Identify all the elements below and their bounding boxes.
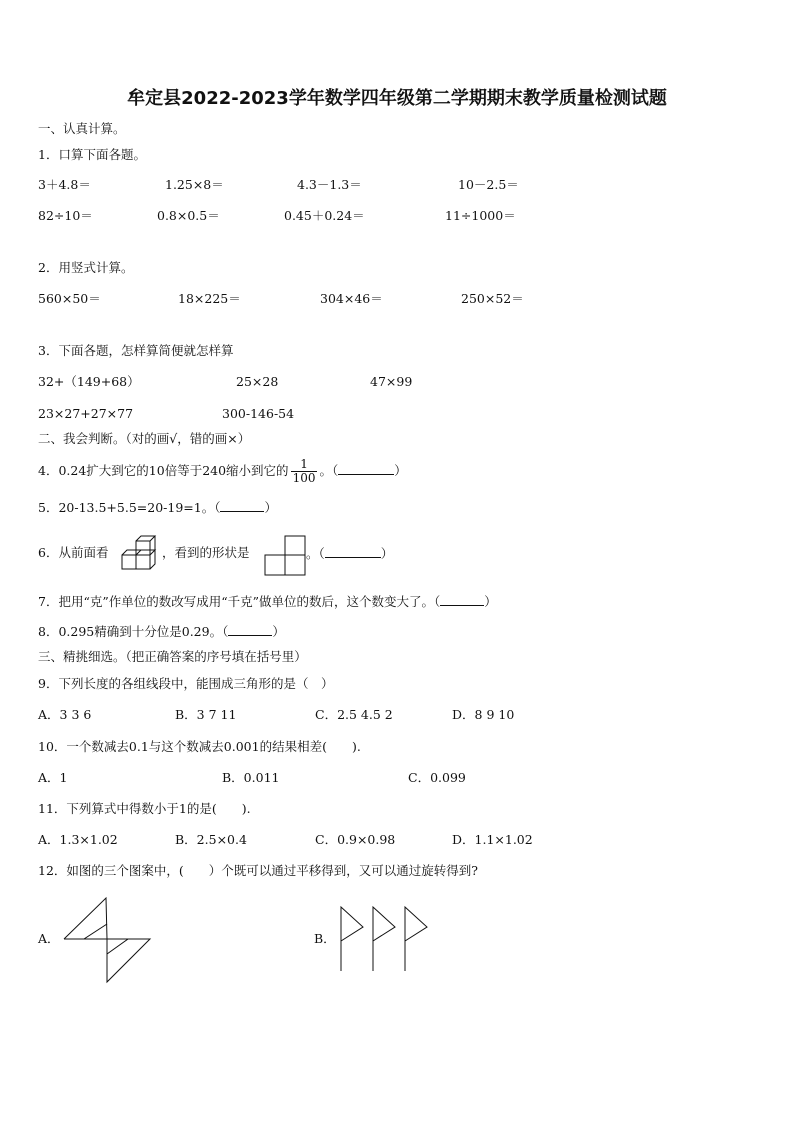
option-a[interactable]: A．1 (38, 770, 68, 785)
q8 (38, 623, 285, 640)
q5-close: ） (264, 500, 277, 515)
answer-blank[interactable] (325, 545, 381, 558)
q3-item: 23×27+27×77 (38, 406, 134, 421)
q1-item: 82÷10＝ (38, 208, 93, 223)
fraction-denominator: 100 (292, 471, 316, 485)
q3-label: 3．下面各题，怎样算简便就怎样算 (38, 343, 234, 358)
fraction-numerator: 1 (291, 458, 318, 472)
q2-item: 304×46＝ (320, 291, 383, 306)
q1-item: 1.25×8＝ (165, 177, 224, 192)
q2-label: 2．用竖式计算。 (38, 260, 134, 275)
page-title: 牟定县2022-2023学年数学四年级第二学期期末教学质量检测试题 (127, 88, 667, 109)
q3-item: 25×28 (236, 374, 279, 389)
option-a[interactable]: A．3 3 6 (38, 707, 92, 722)
q1-label: 1．口算下面各题。 (38, 147, 146, 162)
flags-figure (337, 905, 433, 973)
q2-item: 560×50＝ (38, 291, 101, 306)
q6-pre: 6．从前面看 (38, 545, 109, 560)
q5-text: 5．20-13.5+5.5=20-19=1。（ (38, 500, 221, 515)
q3-item: 47×99 (370, 374, 413, 389)
option-b[interactable]: B． (314, 931, 336, 946)
q2-item: 250×52＝ (461, 291, 524, 306)
section2-heading: 二、我会判断。（对的画√，错的画×） (38, 431, 251, 446)
q4-close: ） (394, 463, 407, 478)
fraction (291, 458, 318, 485)
option-d[interactable]: D．1.1×1.02 (452, 832, 533, 847)
q6-mid: ，看到的形状是 (162, 545, 250, 560)
q1-item: 0.45＋0.24＝ (284, 208, 365, 223)
q6-tail-wrap (306, 545, 393, 562)
answer-blank[interactable] (220, 499, 264, 512)
option-a[interactable]: A． (38, 931, 60, 946)
q7-close: ） (484, 594, 497, 609)
q8-close: ） (272, 624, 285, 639)
answer-blank[interactable] (338, 462, 394, 475)
q1-item: 11÷1000＝ (445, 208, 516, 223)
q3-item: 300-146-54 (222, 406, 295, 421)
q6-close: ） (380, 546, 394, 561)
pinwheel-figure (62, 896, 152, 984)
q1-item: 0.8×0.5＝ (157, 208, 220, 223)
q11-text: 11．下列算式中得数小于1的是( ). (38, 801, 251, 816)
option-b[interactable]: B．3 7 11 (175, 707, 237, 722)
option-b[interactable]: B．0.011 (222, 770, 280, 785)
q5 (38, 499, 277, 516)
q12-text: 12．如图的三个图案中，( ）个既可以通过平移得到，又可以通过旋转得到? (38, 863, 478, 878)
q1-item: 10－2.5＝ (458, 177, 519, 192)
q9-text: 9．下列长度的各组线段中，能围成三角形的是（ ） (38, 676, 334, 691)
q7 (38, 593, 497, 610)
option-c[interactable]: C．0.099 (408, 770, 466, 785)
section3-heading: 三、精挑细选。（把正确答案的序号填在括号里） (38, 649, 307, 664)
option-d[interactable]: D．8 9 10 (452, 707, 515, 722)
q4-text: 4．0.24扩大到它的10倍等于240缩小到它的 (38, 463, 289, 478)
q1-item: 4.3－1.3＝ (297, 177, 362, 192)
option-c[interactable]: C．0.9×0.98 (315, 832, 396, 847)
option-a[interactable]: A．1.3×1.02 (38, 832, 118, 847)
q1-item: 3＋4.8＝ (38, 177, 91, 192)
option-c[interactable]: C．2.5 4.5 2 (315, 707, 393, 722)
q7-text: 7．把用“克”作单位的数改写成用“千克”做单位的数后，这个数变大了。（ (38, 594, 441, 609)
q2-item: 18×225＝ (178, 291, 241, 306)
cube-stack-figure (118, 533, 158, 575)
q6-tail: 。（ (306, 546, 325, 561)
q4 (38, 454, 407, 488)
option-b[interactable]: B．2.5×0.4 (175, 832, 247, 847)
section1-heading: 一、认真计算。 (38, 121, 126, 136)
q10-text: 10．一个数减去0.1与这个数减去0.001的结果相差( ). (38, 739, 361, 754)
answer-blank[interactable] (440, 593, 484, 606)
answer-blank[interactable] (228, 623, 272, 636)
q3-item: 32+（149+68） (38, 374, 140, 389)
q8-text: 8．0.295精确到十分位是0.29。（ (38, 624, 229, 639)
front-view-shape (264, 535, 306, 577)
q4-tail: 。（ (319, 463, 339, 478)
